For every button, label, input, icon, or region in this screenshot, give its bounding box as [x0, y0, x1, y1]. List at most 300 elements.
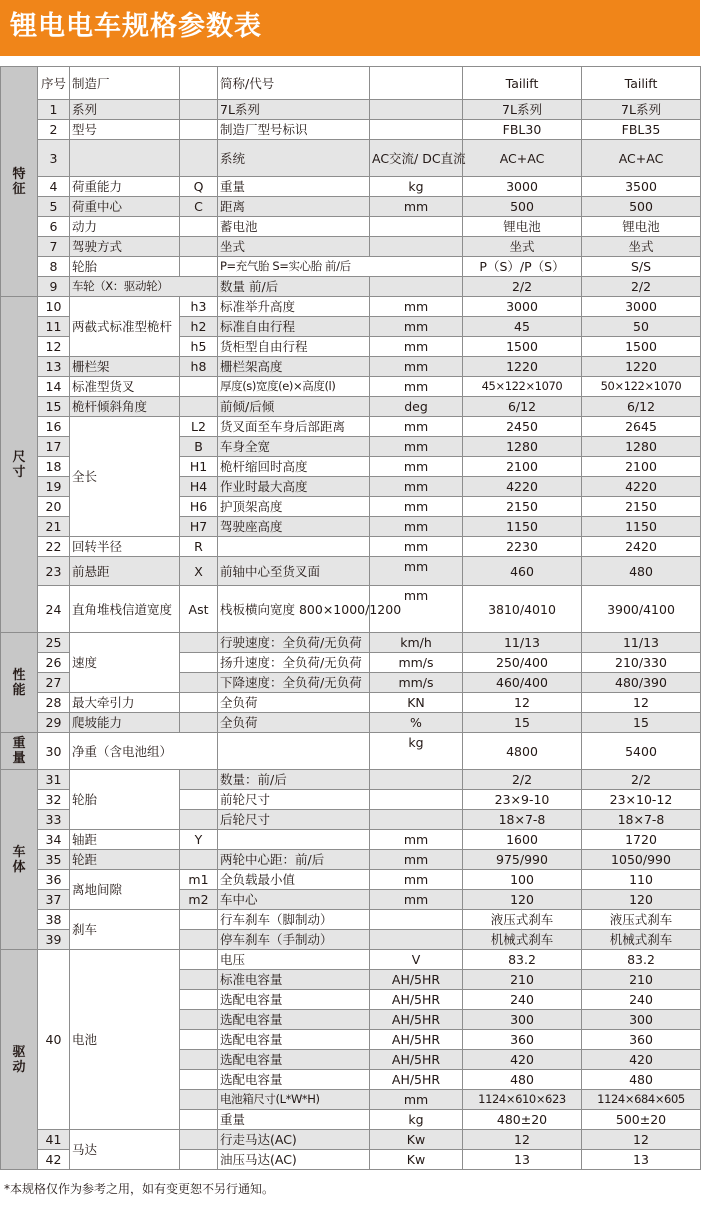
row-value-2: FBL35: [582, 120, 701, 140]
row-value-2: 240: [582, 990, 701, 1010]
section-body: 车 体: [1, 770, 38, 950]
row-no: 15: [38, 397, 70, 417]
row-code: [180, 1090, 218, 1110]
row-code: [180, 850, 218, 870]
row-value-1: 7L系列: [463, 100, 582, 120]
row-value-1: 1600: [463, 830, 582, 850]
row-value-1: AC+AC: [463, 140, 582, 177]
row-value-1: 45×122×1070: [463, 377, 582, 397]
header-manufacturer: 制造厂: [70, 67, 180, 100]
row-unit: [370, 770, 463, 790]
row-unit: AH/5HR: [370, 970, 463, 990]
row-value-2: 18×7-8: [582, 810, 701, 830]
table-row: [1, 830, 701, 850]
row-name: 重量: [218, 1110, 370, 1130]
row-unit: AH/5HR: [370, 1050, 463, 1070]
row-value-2: 420: [582, 1050, 701, 1070]
row-value-2: 2150: [582, 497, 701, 517]
row-name: 作业时最大高度: [218, 477, 370, 497]
row-name: 全负荷: [218, 693, 370, 713]
row-value-2: 500±20: [582, 1110, 701, 1130]
row-code: [180, 377, 218, 397]
footnote: *本规格仅作为参考之用，如有变更恕不另行通知。: [4, 1182, 275, 1196]
row-code: B: [180, 437, 218, 457]
header-model-2: Tailift: [582, 67, 701, 100]
row-value-1: 6/12: [463, 397, 582, 417]
row-value-2: 液压式刹车: [582, 910, 701, 930]
row-code: [180, 770, 218, 790]
table-row: [1, 1130, 701, 1150]
row-value-1: 2/2: [463, 770, 582, 790]
row-value-1: 2230: [463, 537, 582, 557]
row-item: 轮胎: [70, 770, 180, 830]
row-code: [180, 653, 218, 673]
row-unit: mm: [370, 437, 463, 457]
row-item: 荷重中心: [70, 197, 180, 217]
row-name: 下降速度：全负荷/无负荷: [218, 673, 370, 693]
table-row: [1, 277, 701, 297]
row-name: 标准自由行程: [218, 317, 370, 337]
table-row: [1, 237, 701, 257]
row-value-1: 120: [463, 890, 582, 910]
row-item: 桅杆倾斜角度: [70, 397, 180, 417]
table-row: [1, 257, 701, 277]
row-value-2: 15: [582, 713, 701, 733]
section-drive: 驱 动: [1, 950, 38, 1170]
row-no: 39: [38, 930, 70, 950]
row-item: 刹车: [70, 910, 180, 950]
row-value-1: 4800: [463, 733, 582, 770]
row-value-2: 50×122×1070: [582, 377, 701, 397]
table-row: [1, 100, 701, 120]
row-name: 前倾/后倾: [218, 397, 370, 417]
row-code: Y: [180, 830, 218, 850]
row-value-1: 液压式刹车: [463, 910, 582, 930]
row-unit: mm: [370, 557, 463, 586]
row-value-2: 2/2: [582, 770, 701, 790]
row-value-1: 1220: [463, 357, 582, 377]
row-no: 42: [38, 1150, 70, 1170]
row-value-2: 1720: [582, 830, 701, 850]
row-code: [180, 120, 218, 140]
row-no: 27: [38, 673, 70, 693]
row-name: 数量：前/后: [218, 770, 370, 790]
table-row: [1, 140, 701, 177]
row-value-2: 机械式刹车: [582, 930, 701, 950]
row-item: 荷重能力: [70, 177, 180, 197]
row-no: 25: [38, 633, 70, 653]
row-unit: mm: [370, 297, 463, 317]
row-value-1: 23×9-10: [463, 790, 582, 810]
row-value-2: 2420: [582, 537, 701, 557]
row-name: 选配电容量: [218, 1050, 370, 1070]
row-code: [180, 990, 218, 1010]
row-unit: mm: [370, 357, 463, 377]
row-value-2: 480: [582, 1070, 701, 1090]
row-unit: mm/s: [370, 653, 463, 673]
row-no: 26: [38, 653, 70, 673]
table-row: [1, 586, 701, 633]
row-value-2: 2100: [582, 457, 701, 477]
row-item: 全长: [70, 417, 180, 537]
row-unit: mm: [370, 517, 463, 537]
section-features: 特 征: [1, 67, 38, 297]
row-value-1: 2450: [463, 417, 582, 437]
table-row: [1, 397, 701, 417]
row-value-2: 1124×684×605: [582, 1090, 701, 1110]
row-value-2: 300: [582, 1010, 701, 1030]
row-value-1: 1500: [463, 337, 582, 357]
row-code: [180, 397, 218, 417]
row-item: 系列: [70, 100, 180, 120]
row-value-2: 50: [582, 317, 701, 337]
row-name: 行驶速度：全负荷/无负荷: [218, 633, 370, 653]
row-value-1: 2/2: [463, 277, 582, 297]
row-unit: mm: [370, 586, 463, 633]
row-value-1: 15: [463, 713, 582, 733]
row-name: 驾驶座高度: [218, 517, 370, 537]
row-item: 马达: [70, 1130, 180, 1170]
row-value-2: 4220: [582, 477, 701, 497]
table-row: [1, 417, 701, 437]
row-value-1: 360: [463, 1030, 582, 1050]
row-item: 轴距: [70, 830, 180, 850]
row-unit: mm: [370, 537, 463, 557]
row-value-2: 1150: [582, 517, 701, 537]
row-unit: [370, 930, 463, 950]
row-no: 33: [38, 810, 70, 830]
table-row: [1, 197, 701, 217]
row-no: 16: [38, 417, 70, 437]
row-value-2: 1050/990: [582, 850, 701, 870]
row-value-2: S/S: [582, 257, 701, 277]
row-no: 4: [38, 177, 70, 197]
page-header: [0, 0, 700, 56]
row-value-2: 11/13: [582, 633, 701, 653]
table-row: [1, 120, 701, 140]
row-value-2: 2/2: [582, 277, 701, 297]
row-unit: mm: [370, 317, 463, 337]
row-no: 38: [38, 910, 70, 930]
row-value-1: 12: [463, 693, 582, 713]
row-code: [180, 1150, 218, 1170]
row-value-1: 460: [463, 557, 582, 586]
section-size: 尺 寸: [1, 297, 38, 633]
row-no: 21: [38, 517, 70, 537]
header-model-1: Tailift: [463, 67, 582, 100]
row-name: 桅杆缩回时高度: [218, 457, 370, 477]
row-unit: V: [370, 950, 463, 970]
row-code: C: [180, 197, 218, 217]
row-name: [218, 537, 370, 557]
row-value-2: 360: [582, 1030, 701, 1050]
row-code: R: [180, 537, 218, 557]
row-name: 数量 前/后: [218, 277, 370, 297]
row-no: 20: [38, 497, 70, 517]
row-name: 系统: [218, 140, 370, 177]
row-no: 31: [38, 770, 70, 790]
table-row: [1, 377, 701, 397]
row-name: P=充气胎 S=实心胎 前/后: [218, 257, 463, 277]
row-value-1: 机械式刹车: [463, 930, 582, 950]
row-code: H1: [180, 457, 218, 477]
row-unit: [370, 790, 463, 810]
row-value-1: 11/13: [463, 633, 582, 653]
row-name: 重量: [218, 177, 370, 197]
row-value-2: 480/390: [582, 673, 701, 693]
spec-table: [0, 66, 701, 1170]
row-no: 13: [38, 357, 70, 377]
row-code: [180, 237, 218, 257]
row-value-2: 210/330: [582, 653, 701, 673]
row-value-1: 1124×610×623: [463, 1090, 582, 1110]
table-row: [1, 910, 701, 930]
row-value-2: 480: [582, 557, 701, 586]
row-item: 两截式标准型桅杆: [70, 297, 180, 357]
row-code: [180, 910, 218, 930]
row-value-1: P（S）/P（S）: [463, 257, 582, 277]
table-row: [1, 557, 701, 586]
row-code: [180, 1110, 218, 1130]
row-value-1: 83.2: [463, 950, 582, 970]
row-item: 车轮（X：驱动轮）: [70, 277, 218, 297]
row-unit: AC交流/ DC直流: [370, 140, 463, 177]
row-name: 后轮尺寸: [218, 810, 370, 830]
row-item: 轮胎: [70, 257, 180, 277]
row-value-1: 3000: [463, 297, 582, 317]
row-value-1: 210: [463, 970, 582, 990]
row-code: X: [180, 557, 218, 586]
row-name: 前轮尺寸: [218, 790, 370, 810]
row-unit: AH/5HR: [370, 1010, 463, 1030]
row-unit: mm: [370, 197, 463, 217]
row-no: 23: [38, 557, 70, 586]
row-unit: Kw: [370, 1150, 463, 1170]
row-item: 最大牵引力: [70, 693, 180, 713]
table-row: [1, 537, 701, 557]
row-code: Q: [180, 177, 218, 197]
row-code: H7: [180, 517, 218, 537]
row-code: [180, 713, 218, 733]
row-no: 37: [38, 890, 70, 910]
row-unit: mm: [370, 457, 463, 477]
row-no: 10: [38, 297, 70, 317]
row-code: [180, 790, 218, 810]
row-no: 22: [38, 537, 70, 557]
row-code: [180, 140, 218, 177]
row-unit: mm: [370, 377, 463, 397]
row-code: m2: [180, 890, 218, 910]
row-no: 35: [38, 850, 70, 870]
row-code: [180, 970, 218, 990]
row-code: [180, 217, 218, 237]
row-code: L2: [180, 417, 218, 437]
row-value-1: 锂电池: [463, 217, 582, 237]
row-unit: mm: [370, 337, 463, 357]
row-unit: [370, 810, 463, 830]
table-row: [1, 693, 701, 713]
row-item: 净重（含电池组）: [70, 733, 218, 770]
page-title: 锂电电车规格参数表: [10, 11, 262, 42]
row-code: [180, 257, 218, 277]
row-unit: mm: [370, 850, 463, 870]
row-value-1: 240: [463, 990, 582, 1010]
row-no: 40: [38, 950, 70, 1130]
row-name: 标准举升高度: [218, 297, 370, 317]
row-item: 型号: [70, 120, 180, 140]
row-unit: kg: [370, 1110, 463, 1130]
row-no: 12: [38, 337, 70, 357]
row-name: 栅栏架高度: [218, 357, 370, 377]
row-unit: mm/s: [370, 673, 463, 693]
row-item: 速度: [70, 633, 180, 693]
row-code: [180, 100, 218, 120]
row-no: 41: [38, 1130, 70, 1150]
row-unit: [370, 100, 463, 120]
row-code: H6: [180, 497, 218, 517]
row-name: 前轴中心至货叉面: [218, 557, 370, 586]
row-no: 8: [38, 257, 70, 277]
row-no: 28: [38, 693, 70, 713]
row-value-1: 13: [463, 1150, 582, 1170]
row-code: h8: [180, 357, 218, 377]
row-name: 扬升速度：全负荷/无负荷: [218, 653, 370, 673]
row-value-1: 2100: [463, 457, 582, 477]
row-name: 厚度(s)宽度(e)×高度(l): [218, 377, 370, 397]
row-value-1: 500: [463, 197, 582, 217]
row-value-2: 2645: [582, 417, 701, 437]
row-value-2: 3000: [582, 297, 701, 317]
row-unit: kg: [370, 177, 463, 197]
row-no: 32: [38, 790, 70, 810]
row-no: 14: [38, 377, 70, 397]
row-no: 6: [38, 217, 70, 237]
row-code: [180, 633, 218, 653]
table-row: [1, 357, 701, 377]
row-unit: KN: [370, 693, 463, 713]
row-value-2: 坐式: [582, 237, 701, 257]
row-name: 栈板横向宽度 800×1000/1200: [218, 586, 370, 633]
row-code: m1: [180, 870, 218, 890]
row-no: 2: [38, 120, 70, 140]
row-value-2: 3900/4100: [582, 586, 701, 633]
row-name: 全负载最小值: [218, 870, 370, 890]
row-value-2: 83.2: [582, 950, 701, 970]
row-unit: AH/5HR: [370, 1030, 463, 1050]
row-value-1: 3000: [463, 177, 582, 197]
row-unit: [370, 277, 463, 297]
row-item: 回转半径: [70, 537, 180, 557]
row-item: 直角堆栈信道宽度: [70, 586, 180, 633]
row-value-1: 300: [463, 1010, 582, 1030]
row-name: 行车刹车（脚制动）: [218, 910, 370, 930]
section-weight: 重 量: [1, 733, 38, 770]
row-value-1: 100: [463, 870, 582, 890]
row-code: [180, 673, 218, 693]
row-value-1: 250/400: [463, 653, 582, 673]
row-value-2: 120: [582, 890, 701, 910]
row-no: 11: [38, 317, 70, 337]
row-item: 驾驶方式: [70, 237, 180, 257]
row-value-1: 坐式: [463, 237, 582, 257]
row-code: [180, 1010, 218, 1030]
row-unit: mm: [370, 1090, 463, 1110]
table-row: [1, 870, 701, 890]
row-no: 5: [38, 197, 70, 217]
section-performance: 性 能: [1, 633, 38, 733]
row-name: 电压: [218, 950, 370, 970]
row-no: 29: [38, 713, 70, 733]
row-name: 两轮中心距：前/后: [218, 850, 370, 870]
table-row: [1, 770, 701, 790]
row-value-2: 23×10-12: [582, 790, 701, 810]
row-value-1: 1150: [463, 517, 582, 537]
table-row: [1, 177, 701, 197]
row-name: 行走马达(AC): [218, 1130, 370, 1150]
table-row: [1, 733, 701, 770]
row-code: [180, 810, 218, 830]
row-no: 19: [38, 477, 70, 497]
row-item: 爬坡能力: [70, 713, 180, 733]
row-name: 车中心: [218, 890, 370, 910]
row-unit: [370, 910, 463, 930]
row-name: 选配电容量: [218, 1030, 370, 1050]
row-code: [180, 1030, 218, 1050]
row-value-1: 2150: [463, 497, 582, 517]
row-unit: mm: [370, 477, 463, 497]
row-no: 36: [38, 870, 70, 890]
row-item: [70, 140, 180, 177]
row-name: 电池箱尺寸(L*W*H): [218, 1090, 370, 1110]
row-no: 3: [38, 140, 70, 177]
row-name: 选配电容量: [218, 1010, 370, 1030]
row-code: [180, 693, 218, 713]
row-value-1: 1280: [463, 437, 582, 457]
row-value-1: FBL30: [463, 120, 582, 140]
row-value-2: 1220: [582, 357, 701, 377]
row-name: 货柜型自由行程: [218, 337, 370, 357]
row-code: h3: [180, 297, 218, 317]
row-no: 30: [38, 733, 70, 770]
row-unit: mm: [370, 417, 463, 437]
row-name: 停车刹车（手制动）: [218, 930, 370, 950]
row-no: 18: [38, 457, 70, 477]
row-value-2: 500: [582, 197, 701, 217]
row-name: 护顶架高度: [218, 497, 370, 517]
table-row: [1, 713, 701, 733]
row-name: 坐式: [218, 237, 370, 257]
row-value-1: 3810/4010: [463, 586, 582, 633]
row-item: 动力: [70, 217, 180, 237]
row-no: 7: [38, 237, 70, 257]
row-value-2: 12: [582, 693, 701, 713]
row-no: 17: [38, 437, 70, 457]
row-value-1: 18×7-8: [463, 810, 582, 830]
row-code: [180, 1070, 218, 1090]
row-value-1: 4220: [463, 477, 582, 497]
row-name: 选配电容量: [218, 990, 370, 1010]
table-row: [1, 850, 701, 870]
row-code: Ast: [180, 586, 218, 633]
row-value-2: 5400: [582, 733, 701, 770]
row-item: 电池: [70, 950, 180, 1130]
row-name: 全负荷: [218, 713, 370, 733]
row-code: [180, 1050, 218, 1070]
row-value-1: 975/990: [463, 850, 582, 870]
row-value-2: 锂电池: [582, 217, 701, 237]
row-code: h5: [180, 337, 218, 357]
row-unit: mm: [370, 497, 463, 517]
